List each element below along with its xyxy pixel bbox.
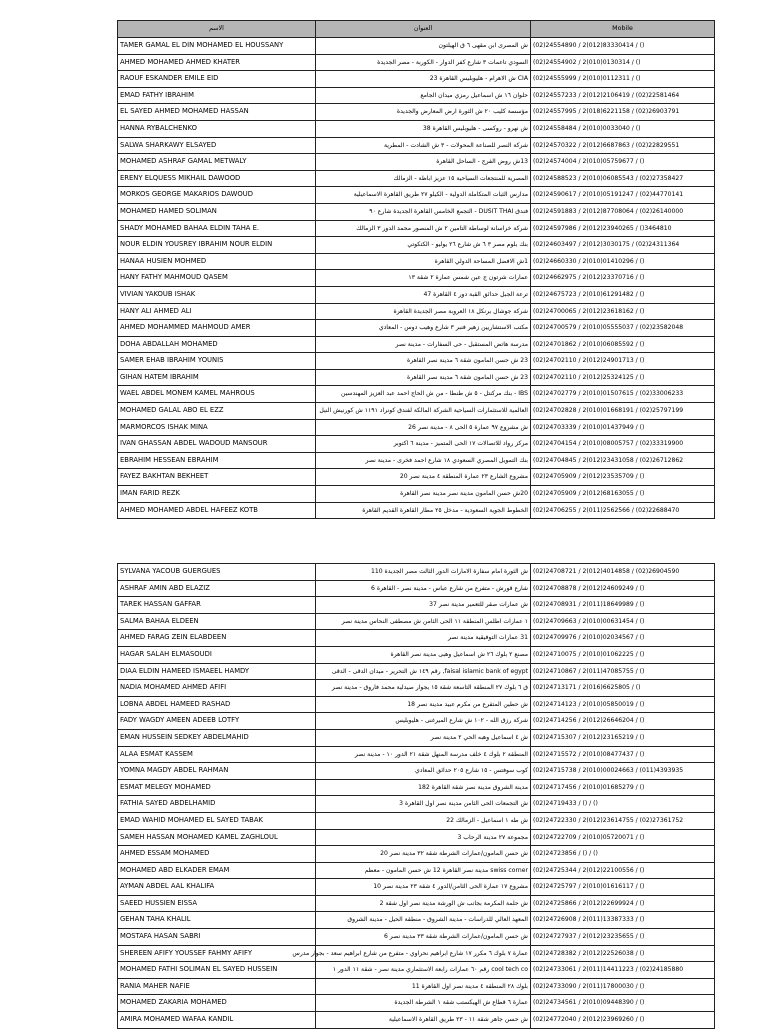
cell-mobile: (02)24734561 / 2(010)09448390 / () [531,995,715,1012]
cell-address: ش ٤ اسماعيل وهبه الحي ٢ مدينة نصر [316,729,531,746]
contacts-table-1 [117,20,715,519]
table-row [118,120,715,137]
table-row [118,613,715,630]
table-row [118,336,715,353]
table-row [118,452,715,469]
table-row [118,995,715,1012]
cell-address: ق ٦ بلوك ٢٧ المنطقة التاسعة شقة ١٥ بجوار صيدلية محمد فاروق - مدينة نصر [316,680,531,697]
cell-mobile: (02)24705909 / 2(012)68163055 / () [531,486,715,503]
cell-name: VIVIAN YAKOUB ISHAK [118,286,316,303]
cell-name: SALMA BAHAA ELDEEN [118,613,316,630]
table-row [118,680,715,697]
cell-name: SAEED HUSSIEN EISSA [118,895,316,912]
cell-address: بنك التمويل المصري السعودي ١٨ شارع احمد فخرى - مدينة نصر [316,452,531,469]
table-row [118,929,715,946]
cell-address: مدارس الثبات المتكاملة الدولية - الكيلو ٢٧ طريق القاهرة الاسماعيلية [316,187,531,204]
table-row [118,580,715,597]
cell-mobile: (02)24706255 / 2(011)2562566 / (02)22688470 [531,502,715,519]
cell-name: EMAD FATHY IBRAHIM [118,87,316,104]
cell-address: 23 ش حسن المامون شقة ٦ مدينة نصر القاهرة [316,369,531,386]
table-row [118,170,715,187]
cell-mobile: (02)24719433 / () / () [531,796,715,813]
cell-mobile: (02)24722709 / 2(010)05720071 / () [531,829,715,846]
cell-mobile: (02)24709976 / 2(010)02034567 / () [531,630,715,647]
table-row [118,187,715,204]
cell-name: FATHIA SAYED ABDELHAMID [118,796,316,813]
cell-address: بلوك ٢٨ المنطقة ٤ مدينة نصر اول القاهرة 11 [316,978,531,995]
cell-name: WAEL ABDEL MONEM KAMEL MAHROUS [118,386,316,403]
cell-name: GEHAN TAHA KHALIL [118,912,316,929]
cell-mobile: (02)24700065 / 2(012)23618162 / () [531,303,715,320]
table-row [118,763,715,780]
table-row [118,286,715,303]
cell-address: 1ش الافضل المساحة الدولي القاهرة [316,253,531,270]
cell-name: NADIA MOHAMED AHMED AFIFI [118,680,316,697]
cell-mobile: (02)24708878 / 2(012)24609249 / () [531,580,715,597]
cell-address: شركة خراسانة لوساطة التامين ٢ ش المنصور محمد الدور ٣ الزمالك [316,220,531,237]
cell-mobile: (02)24733061 / 2(011)14411223 / (02)24185880 [531,962,715,979]
table-row [118,812,715,829]
cell-mobile: (02)24702828 / 2(010)01668191 / (02)25797199 [531,403,715,420]
table-row [118,746,715,763]
cell-mobile: (02)24675723 / 2(010)61291482 / () [531,286,715,303]
table-row [118,353,715,370]
cell-name: MORKOS GEORGE MAKARIOS DAWOUD [118,187,316,204]
cell-name: ESMAT MELEGY MOHAMED [118,779,316,796]
table-row [118,369,715,386]
cell-mobile: (02)24725866 / 2(012)22699924 / () [531,895,715,912]
cell-mobile: (02)24554890 / 2(012)83330414 / () [531,38,715,55]
cell-address: عمارة ٧ بلوك ٦ مكرر ١٧ شارع ابراهيم نحراوي - متفرع من شارع ابراهيم سعد - بجوار مدرس [316,945,531,962]
cell-name: ALAA ESMAT KASSEM [118,746,316,763]
cell-mobile: (02)24710075 / 2(010)01062225 / () [531,646,715,663]
table-row [118,203,715,220]
cell-address: المصرية للمنتجعات السياحية ١٥ عزيز اباظة - الزمالك [316,170,531,187]
table-row [118,779,715,796]
cell-mobile: (02)24727937 / 2(012)23235655 / () [531,929,715,946]
cell-name: MOHAMED ZAKARIA MOHAMED [118,995,316,1012]
cell-mobile: (02)24714256 / 2(012)26646204 / () [531,713,715,730]
cell-name: MOHAMED ABD ELKADER EMAM [118,862,316,879]
cell-address: cool tech co رقم ٦٠ عمارات رابعة الاستثماري مدينة نصر - شقة ١١ الدور ١ [316,962,531,979]
cell-address: شركة رزق الله - ١٠٢ ش شارع الميرغنى - هليوبليس [316,713,531,730]
table-row [118,71,715,88]
cell-name: FADY WAGDY AMEEN ADEEB LOTFY [118,713,316,730]
cell-name: EL SAYED AHMED MOHAMED HASSAN [118,104,316,121]
cell-address: مكتب الاستشاريين زهير فنبر ٣ شارع وهيب دوس - المعادي [316,320,531,337]
table-row [118,564,715,581]
cell-name: SHEREEN AFIFY YOUSSEF FAHMY AFIFY [118,945,316,962]
cell-name: TAREK HASSAN GAFFAR [118,597,316,614]
cell-name: EMAN HUSSEIN SEDKEY ABDELMAHID [118,729,316,746]
cell-name: TAMER GAMAL EL DIN MOHAMED EL HOUSSANY [118,38,316,55]
cell-mobile: (02)24702779 / 2(010)01507615 / (02)33006233 [531,386,715,403]
cell-address: فندق DUSIT THAI - التجمع الخامس القاهرة الجديدة شارع ٩٠ [316,203,531,220]
cell-address: 23 ش حسن المامون شقة ٦ مدينة نصر القاهرة [316,353,531,370]
table-row [118,879,715,896]
cell-address: العالمية للاستثمارات السياحية الشركة المالكة لفندق كونراد ١١٩١ ش كورنيش النيل [316,403,531,420]
table-row [118,663,715,680]
table-row [118,237,715,254]
cell-name: EBRAHIM HESSEAN EBRAHIM [118,452,316,469]
cell-mobile: (02)24708931 / 2(011)18649989 / () [531,597,715,614]
table-row [118,502,715,519]
table-row [118,796,715,813]
cell-address: 20ش حسن المامون مدينة نصر مدينة نصر القاهرة [316,486,531,503]
cell-address: شركة النصر للصناعة المحولات - ٣ ش الشادت - المطرية [316,137,531,154]
table-row [118,945,715,962]
cell-mobile: (02)24554902 / 2(010)0130314 / () [531,54,715,71]
cell-name: AHMED MOHAMED ABDEL HAFEEZ KOTB [118,502,316,519]
cell-address: CIA ش الاهرام - هليوبليس القاهرة 23 [316,71,531,88]
table-row [118,436,715,453]
cell-name: NOUR ELDIN YOUSREY IBRAHIM NOUR ELDIN [118,237,316,254]
cell-mobile: (02)24715572 / 2(010)08477437 / () [531,746,715,763]
cell-address: السودي تاعمات ٣ شارع كفر الدوار - الكوربة - مصر الجديدة [316,54,531,71]
table-row [118,729,715,746]
cell-address: مجموعة ٢٧ مدينة الرحاب 3 [316,829,531,846]
table-row [118,895,715,912]
table-row [118,220,715,237]
table-row [118,386,715,403]
cell-mobile: (02)24574004 / 2(010)05759677 / () [531,154,715,171]
table-row [118,630,715,647]
cell-mobile: (02)24710867 / 2(011)47085755 / () [531,663,715,680]
cell-mobile: (02)24591883 / 2(012)87708064 / (02)26140000 [531,203,715,220]
cell-name: MOHAMED HAMED SOLIMAN [118,203,316,220]
cell-mobile: (02)24704845 / 2(012)23431058 / (02)26712862 [531,452,715,469]
cell-name: YOMNA MAGDY ABDEL RAHMAN [118,763,316,780]
cell-address: شارع قورش - متفرع من شارع عباس - مدينة نصر - القاهرة 6 [316,580,531,597]
cell-name: AYMAN ABDEL AAL KHALIFA [118,879,316,896]
cell-name: MOHAMED FATHI SOLIMAN EL SAYED HUSSEIN [118,962,316,979]
cell-address: ش حسن المامون/عمارات الشرطة شقة ٣٣ مدينة نصر 6 [316,929,531,946]
cell-name: GIHAN HATEM IBRAHIM [118,369,316,386]
cell-mobile: (02)24603497 / 2(012)3030175 / (02)24311364 [531,237,715,254]
table-row [118,829,715,846]
table-row [118,846,715,863]
cell-mobile: (02)24714123 / 2(010)05850019 / () [531,696,715,713]
cell-name: MOHAMED GALAL ABO EL EZZ [118,403,316,420]
table-row [118,912,715,929]
table-row [118,419,715,436]
table-header-row [118,21,715,38]
cell-name: DOHA ABDALLAH MOHAMED [118,336,316,353]
cell-mobile: (02)24726908 / 2(011)13387333 / () [531,912,715,929]
cell-mobile: (02)24702110 / 2(012)24901713 / () [531,353,715,370]
table-row [118,38,715,55]
cell-name: IVAN GHASSAN ABDEL WADOUD MANSOUR [118,436,316,453]
cell-name: SAMER EHAB IBRAHIM YOUNIS [118,353,316,370]
cell-mobile: (02)24702110 / 2(012)25324125 / () [531,369,715,386]
cell-name: AHMED FARAG ZEIN ELABDEEN [118,630,316,647]
cell-mobile: (02)24557995 / 2(018)6221158 / (02)26903791 [531,104,715,121]
cell-name: MOHAMED ASHRAF GAMAL METWALY [118,154,316,171]
table-row [118,320,715,337]
cell-mobile: (02)24728382 / 2(012)22526038 / () [531,945,715,962]
cell-mobile: (02)24715738 / 2(010)00024663 / (011)4393935 [531,763,715,780]
cell-mobile: (02)24703339 / 2(010)01437949 / () [531,419,715,436]
table-row [118,646,715,663]
column-header-name: الاسم [118,21,316,38]
cell-mobile: (02)24557233 / 2(012)2106419 / (02)22581464 [531,87,715,104]
cell-address: ش حلمة المكرمة بجانب ش الورشة مدينة نصر اول شقة 2 [316,895,531,912]
cell-address: مدرسة هاتض المستقبل - حى السفارات - مدينة نصر [316,336,531,353]
cell-address: ١ عمارات اطلس المنطقة ١١ الحى الثامن ش مصطفى النحاس مدينة نصر [316,613,531,630]
cell-name: HANY FATHY MAHMOUD QASEM [118,270,316,287]
cell-mobile: (02)24715307 / 2(012)23165219 / () [531,729,715,746]
cell-address: ش نهرو - روكسى - هليوبليس القاهرة 38 [316,120,531,137]
cell-mobile: (02)24722330 / 2(012)23614755 / (02)27361752 [531,812,715,829]
table-row [118,303,715,320]
cell-name: ERENY ELQUESS MIKHAIL DAWOOD [118,170,316,187]
cell-mobile: (02)24733090 / 2(011)17800030 / () [531,978,715,995]
cell-mobile: (02)24717456 / 2(010)01685279 / () [531,779,715,796]
cell-name: HANNA RYBALCHENKO [118,120,316,137]
cell-name: SAMEH HASSAN MOHAMED KAMEL ZAGHLOUL [118,829,316,846]
table-row [118,862,715,879]
cell-mobile: (02)24723856 / () / () [531,846,715,863]
cell-address: مركز رواد للاتصالات ١٧ الحى المتميز - مدينة ٦ اكتوبر [316,436,531,453]
cell-name: HAGAR SALAH ELMASOUDI [118,646,316,663]
contacts-table-2 [117,563,715,1029]
cell-address: مشروع الشارع ٢٣ عمارة المنطقة ٤ مدينة نصر 20 [316,469,531,486]
cell-address: ش طه ١ اسماعيل - الزمالك 22 [316,812,531,829]
cell-name: DIAA ELDIN HAMEED ISMAEEL HAMDY [118,663,316,680]
cell-name: FAYEZ BAKHTAN BEKHEET [118,469,316,486]
cell-address: ش المصرى ابن مقهى ٦ ق الهيلتون [316,38,531,55]
cell-mobile: (02)24662975 / 2(012)23370716 / () [531,270,715,287]
table-row [118,253,715,270]
cell-address: ش حسن جاهر شقة ١١ - ٢٣ طريق القاهرة الاسماعيلية [316,1012,531,1029]
cell-address: مؤسسة كليب ٢٠ ش الثورة ارض المعارض والجديدة [316,104,531,121]
cell-mobile: (02)24701862 / 2(010)06085592 / () [531,336,715,353]
table-row [118,104,715,121]
cell-name: RANIA MAHER NAFIE [118,978,316,995]
cell-name: SYLVANA YACOUB GUERGUES [118,564,316,581]
cell-address: ش حسن المامون/عمارات الشرطة شقة ٣٢ مدينة نصر 20 [316,846,531,863]
cell-mobile: (02)24588523 / 2(010)06085543 / (02)27358427 [531,170,715,187]
cell-name: AHMED ESSAM MOHAMED [118,846,316,863]
cell-address: الخطوط الجوية السعودية - مدخل ٢٥ مطار القاهرة القديم القاهرة [316,502,531,519]
cell-address: عمارات شرتون ج عين شمس عمارة ٢ شقة ١٣ [316,270,531,287]
table-row [118,962,715,979]
column-header-mobile: Mobile [531,21,715,38]
table-row [118,486,715,503]
cell-address: ش مشروع ٩٧ عمارة ٥ الحى ٨ - مدينة نصر 26 [316,419,531,436]
table-row [118,137,715,154]
cell-name: MOSTAFA HASAN SABRI [118,929,316,946]
cell-address: عمارة ٦ قطاع ش الهيكستب شقة ١ الشرطة الجديدة [316,995,531,1012]
cell-address: swiss corner مدينة نصر القاهرة 12 ش حسن المامون - معظم [316,862,531,879]
cell-address: شركة جوشال برنكل ١٨ العروبة مصر الجديدة القاهرة [316,303,531,320]
cell-name: HANY ALI AHMED ALI [118,303,316,320]
cell-address: بنك بلوم مصر ٣ ٦ ش شارع ٢٦ يوليو - الكتكوتي [316,237,531,254]
cell-mobile: (02)24570322 / 2(012)6687863 / (02)22829551 [531,137,715,154]
cell-name: SALWA SHARKAWY ELSAYED [118,137,316,154]
cell-mobile: (02)24709663 / 2(010)00631454 / () [531,613,715,630]
column-header-address: العنوان [316,21,531,38]
cell-mobile: (02)24725797 / 2(010)01616117 / () [531,879,715,896]
table-row [118,54,715,71]
cell-address: حلوان ١٦ ش اسماعيل رمزي ميدان الجامع [316,87,531,104]
cell-name: AHMED MOHAMMED MAHMOUD AMER [118,320,316,337]
cell-mobile: (02)24558484 / 2(010)0033040 / () [531,120,715,137]
table-row [118,597,715,614]
table-row [118,978,715,995]
cell-mobile: (02)24725344 / 2(012)22100556 / () [531,862,715,879]
table-row [118,403,715,420]
cell-address: ش التجمعات الحى الثامن مدينة نصر اول القاهرة 3 [316,796,531,813]
cell-name: HANAA HUSIEN MOHMED [118,253,316,270]
cell-mobile: (02)24708721 / 2(012)4014858 / (02)26904590 [531,564,715,581]
cell-name: AHMED MOHAMED AHMED KHATER [118,54,316,71]
cell-mobile: (02)24555999 / 2(010)0112311 / () [531,71,715,88]
cell-address: 31 عمارات التوفيقية مدينة نصر [316,630,531,647]
cell-address: مصنع ٢ بلوك ٢٦ ش اسماعيل وهبى مدينة نصر القاهرة [316,646,531,663]
cell-name: MARMORCOS ISHAK MINA [118,419,316,436]
table-row [118,270,715,287]
cell-mobile: (02)24660330 / 2(010)01410296 / () [531,253,715,270]
table-row [118,696,715,713]
cell-name: IMAN FARID REZK [118,486,316,503]
cell-name: EMAD WAHID MOHAMED EL SAYED TABAK [118,812,316,829]
cell-address: المعهد العالي للدراسات - مدينة الشروق - منطقة الحيل - مدينة الشروق [316,912,531,929]
cell-address: faisal islamic bank of egypt, رقم ١٤٩ ش التحرير - ميدان الدقى - الدقى [316,663,531,680]
table-row [118,713,715,730]
cell-address: المنطقة ٢ بلوك ٤ خلف مدرسة المنهل شقة ٢١ الدور ١٠ - مدينة نصر [316,746,531,763]
cell-address: ش عمارات صقر للتعمير مدينة نصر 37 [316,597,531,614]
cell-address: ش حطين المتفرع من مكرم عبيد مدينة نصر 18 [316,696,531,713]
table-row [118,154,715,171]
cell-name: SHADY MOHAMED BAHAA ELDIN TAHA E. [118,220,316,237]
cell-mobile: (02)24713171 / 2(016)6625805 / () [531,680,715,697]
cell-mobile: (02)24704154 / 2(010)08005757 / (02)33319900 [531,436,715,453]
cell-address: ش الثورة امام سفارة الامارات الدور الثالث مصر الجديدة 110 [316,564,531,581]
cell-name: LOBNA ABDEL HAMEED RASHAD [118,696,316,713]
cell-mobile: (02)24597986 / 2(012)23940265 / ()3464810 [531,220,715,237]
cell-name: ASHRAF AMIN ABD ELAZIZ [118,580,316,597]
table-row [118,87,715,104]
cell-mobile: (02)24700579 / 2(010)05555037 / (02)23582048 [531,320,715,337]
cell-mobile: (02)24705909 / 2(012)23535709 / () [531,469,715,486]
cell-mobile: (02)24590617 / 2(010)05191247 / (02)44770141 [531,187,715,204]
table-row [118,1012,715,1029]
cell-address: IBS - بنك مركنتل - ٥ ش طنطا - من ش الحاج احمد عبد العزيز المهندسين [316,386,531,403]
cell-address: مدينة الشروق مدينة نصر شقة القاهرة 182 [316,779,531,796]
cell-address: مشروع ١٧ عمارة الحى الثامن/الدور ٤ شقة ٢٣ مدينة نصر 10 [316,879,531,896]
cell-name: AMIRA MOHAMED WAFAA KANDIL [118,1012,316,1029]
cell-address: 13ش روض الفرج - الساحل القاهرة [316,154,531,171]
table-row [118,469,715,486]
cell-address: ترعة الجبل حدائق القبة دور ٤ القاهرة 47 [316,286,531,303]
cell-name: RAOUF ESKANDER EMILE EID [118,71,316,88]
cell-mobile: (02)24772040 / 2(012)23969260 / () [531,1012,715,1029]
cell-address: كوب سوفتس - ١٥ شارع ٢٠٥ حدائق المعادي [316,763,531,780]
